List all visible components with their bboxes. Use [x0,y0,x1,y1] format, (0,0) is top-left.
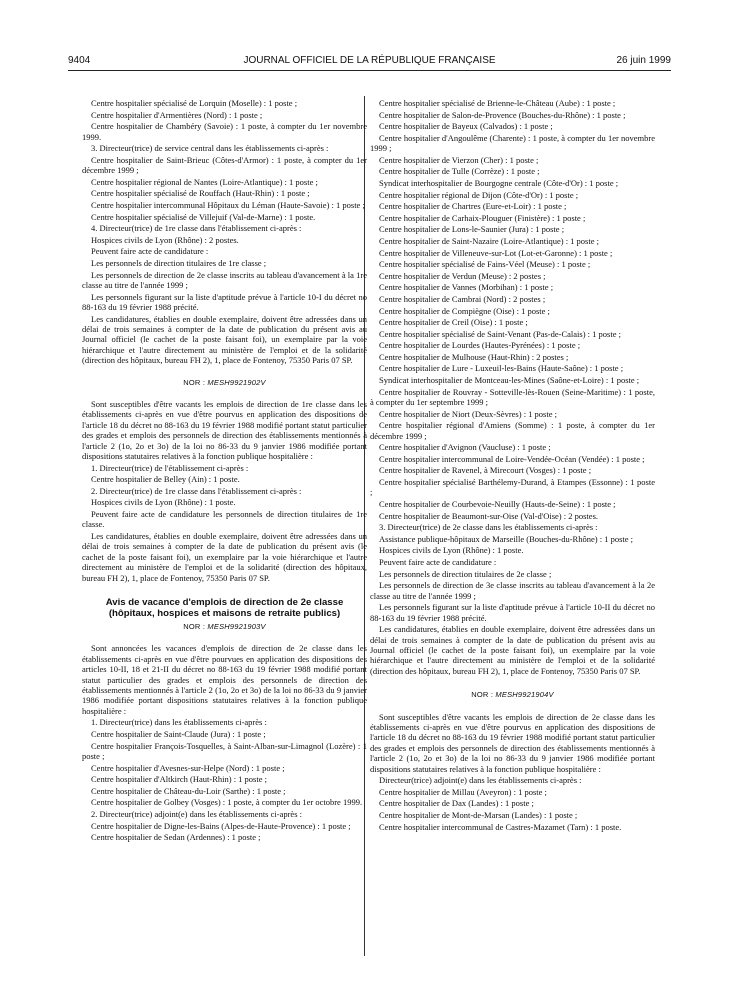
paragraph: Centre hospitalier spécialisé de Fains-Véel (Meuse) : 1 poste ; [379,259,591,270]
paragraph: Hospices civils de Lyon (Rhône) : 1 poste. [379,545,524,556]
paragraph: Les personnels de direction de 2e classe inscrits au tableau d'avancement à la 1re classe au titre de l'année 1999 ; [82,269,367,290]
page-number: 9404 [68,55,91,66]
header-rule [68,70,671,71]
paragraph: Centre hospitalier de Mulhouse (Haut-Rhin) : 2 postes ; [379,351,569,362]
right-block-1 [370,98,655,676]
paragraph: Les personnels de direction titulaires de 2e classe ; [379,568,552,579]
paragraph: Centre hospitalier de Château-du-Loir (Sarthe) : 1 poste ; [91,785,286,796]
paragraph: Centre hospitalier de Lure - Luxeuil-les-Bains (Haute-Saône) : 1 poste ; [379,363,624,374]
nor-label: NOR : [471,690,494,700]
paragraph: Centre hospitalier de Compiègne (Oise) : 1 poste ; [379,305,550,316]
right-block-2 [370,712,655,832]
nor-reference-3 [370,690,655,700]
paragraph: Peuvent faire acte de candidature : [379,557,497,567]
paragraph: Centre hospitalier de Creil (Oise) : 1 poste ; [379,317,528,328]
paragraph: Centre hospitalier régional de Dijon (Côte-d'Or) : 1 poste ; [379,189,579,200]
paragraph: Sont susceptibles d'être vacants les emplois de direction de 2e classe dans les établissements ci-après en vue d'être pourvus en application des dispositions de l'article 18 du décret no 88-163 du 19 février 1988 modifié portant statut particulier des grades et emplois des personnels de direction des établissements mentionnés à l'article 2 (1o, 2o et 3o) de la loi no 86-33 du 9 janvier 1986 modifiée portant dispositions statutaires relatives à la fonction publique hospitalière : [370,711,655,774]
paragraph: Centre hospitalier de Carhaix-Plouguer (Finistère) : 1 poste ; [379,212,586,223]
paragraph: Centre hospitalier de Dax (Landes) : 1 poste ; [379,798,534,809]
paragraph: Centre hospitalier de Saint-Brieuc (Côtes-d'Armor) : 1 poste, à compter du 1er décembre 1999 ; [82,154,367,176]
paragraph: Les candidatures, établies en double exemplaire, doivent être adressées dans un délai de trois semaines à compter de la date de publication du présent avis au Journal officiel (le cachet de la poste faisant foi), un exemplaire par la voie hiérarchique et l'autre directement au ministère de l'emploi et de la solidarité (direction des hôpitaux, bureau FH 2), 1, place de Fontenoy, 75350 Paris 07 SP. [370,624,655,676]
paragraph: Peuvent faire acte de candidature : [91,246,209,257]
nor-code: MESH9921904V [495,690,554,700]
paragraph: Centre hospitalier de Golbey (Vosges) : 1 poste, à compter du 1er octobre 1999. [91,797,363,808]
paragraph: Centre hospitalier de Millau (Aveyron) : 1 poste ; [379,786,547,797]
paragraph: Centre hospitalier spécialisé de Lorquin (Moselle) : 1 poste ; [91,98,298,108]
page-header [68,55,671,69]
paragraph: Les personnels de direction titulaires de 1re classe ; [91,257,267,268]
paragraph: Centre hospitalier de Verdun (Meuse) : 2 postes ; [379,270,546,281]
paragraph: Centre hospitalier de Chartres (Eure-et-Loir) : 1 poste ; [379,201,567,212]
paragraph: 3. Directeur(trice) de 2e classe dans les établissements ci-après : [379,522,598,533]
paragraph: Centre hospitalier de Vierzon (Cher) : 1 poste ; [379,154,539,165]
paragraph: Centre hospitalier de Tulle (Corrèze) : 1 poste ; [379,166,540,177]
nor-code: MESH9921903V [207,622,266,631]
paragraph: Centre hospitalier de Salon-de-Provence (Bouches-du-Rhône) : 1 poste ; [379,109,626,120]
paragraph: Centre hospitalier de Cambrai (Nord) : 2 postes ; [379,293,546,304]
journal-title: JOURNAL OFFICIEL DE LA RÉPUBLIQUE FRANÇAISE [243,55,496,66]
nor-reference-2 [82,622,367,632]
paragraph: Centre hospitalier régional de Nantes (Loire-Atlantique) : 1 poste ; [91,176,318,187]
paragraph: 3. Directeur(trice) de service central dans les établissements ci-après : [91,143,329,154]
nor-label: NOR : [183,622,206,631]
paragraph: Centre hospitalier de Lourdes (Hautes-Pyrénées) : 1 poste ; [379,340,581,351]
paragraph: 1. Directeur(trice) dans les établissements ci-après : [91,717,267,728]
paragraph: 4. Directeur(trice) de 1re classe dans l'établissement ci-après : [91,223,302,234]
paragraph: Syndicat interhospitalier de Montceau-les-Mines (Saône-et-Loire) : 1 poste ; [379,375,640,386]
paragraph: 2. Directeur(trice) adjoint(e) dans les établissements ci-après : [91,809,302,819]
left-block-3 [82,643,367,842]
paragraph: Centre hospitalier spécialisé Barthélemy-Durand, à Etampes (Essonne) : 1 poste ; [370,477,655,498]
issue-date: 26 juin 1999 [616,55,671,66]
left-block-2 [82,399,367,583]
paragraph: Centre hospitalier de Belley (Ain) : 1 poste. [91,474,240,485]
paragraph: Les candidatures, établies en double exemplaire, doivent être adressées dans un délai de trois semaines à compter de la date de publication du présent avis (le cachet de la poste faisant foi), un exemplaire par la voie hiérarchique et l'autre directement au ministère de l'emploi et de la solidarité (direction des hôpitaux, bureau FH 2), 1, place de Fontenoy, 75350 Paris 07 SP. [82,530,367,583]
paragraph: Sont annoncées les vacances d'emplois de direction de 2e classe dans les établissements ci-après en vue d'être pourvues en application des dispositions des articles 10-II, 18 et 21-II du décret no 88-163 du 19 février 1988 modifié portant statut particulier des grades et emplois des personnels de direction des établissements mentionnés à l'article 2 (1o, 2o et 3o) de la loi no 86-33 du 9 janvier 1986 modifiée portant dispositions statutaires relatives à la fonction publique hospitalière : [82,643,367,716]
left-column [82,98,367,844]
paragraph: Centre hospitalier intercommunal de Loire-Vendée-Océan (Vendée) : 1 poste ; [379,453,645,464]
paragraph: Centre hospitalier d'Avesnes-sur-Helpe (Nord) : 1 poste ; [91,762,285,773]
paragraph: 1. Directeur(trice) de l'établissement ci-après : [91,462,249,473]
paragraph: Centre hospitalier de Rouvray - Sotteville-lès-Rouen (Seine-Maritime) : 1 poste, à compter du 1er septembre 1999 ; [370,386,655,408]
avis-title: Avis de vacance d'emplois de direction de 2e classe (hôpitaux, hospices et maisons de retraite publics) [105,597,344,619]
paragraph: Centre hospitalier de Saint-Claude (Jura) : 1 poste ; [91,729,266,740]
paragraph: Centre hospitalier d'Armentières (Nord) : 1 poste ; [91,109,263,120]
paragraph: Centre hospitalier spécialisé de Brienne-le-Château (Aube) : 1 poste ; [379,98,616,108]
paragraph: Les personnels figurant sur la liste d'aptitude prévue à l'article 10-I du décret no 88-163 du 19 février 1988 précité. [82,291,367,312]
paragraph: Assistance publique-hôpitaux de Marseille (Bouches-du-Rhône) : 1 poste ; [379,533,633,544]
paragraph: Centre hospitalier de Digne-les-Bains (Alpes-de-Haute-Provence) : 1 poste ; [91,820,351,831]
paragraph: Peuvent faire acte de candidature les personnels de direction titulaires de 1re classe. [82,508,367,530]
paragraph: Centre hospitalier intercommunal Hôpitaux du Léman (Haute-Savoie) : 1 poste ; [91,199,365,210]
paragraph: Centre hospitalier de Courbevoie-Neuilly (Hauts-de-Seine) : 1 poste ; [379,499,616,510]
paragraph: Centre hospitalier d'Altkirch (Haut-Rhin) : 1 poste ; [91,774,267,785]
paragraph: Centre hospitalier de Ravenel, à Mirecourt (Vosges) : 1 poste ; [379,465,592,476]
paragraph: Centre hospitalier François-Tosquelles, à Saint-Alban-sur-Limagnol (Lozère) : 1 poste ; [82,740,367,762]
paragraph: Centre hospitalier de Chambéry (Savoie) : 1 poste, à compter du 1er novembre 1999. [82,121,367,142]
paragraph: Centre hospitalier de Vannes (Morbihan) : 1 poste ; [379,282,554,293]
nor-reference-1 [82,378,367,388]
nor-code: MESH9921902V [207,377,266,387]
paragraph: Centre hospitalier de Beaumont-sur-Oise (Val-d'Oise) : 2 postes. [379,510,599,521]
paragraph: Les personnels de direction de 3e classe inscrits au tableau d'avancement à la 2e classe au titre de l'année 1999 ; [370,580,655,601]
paragraph: Centre hospitalier de Villeneuve-sur-Lot (Lot-et-Garonne) : 1 poste ; [379,247,613,258]
paragraph: Les personnels figurant sur la liste d'aptitude prévue à l'article 10-II du décret no 88-163 du 19 février 1988 précité. [370,602,655,623]
paragraph: Les candidatures, établies en double exemplaire, doivent être adressées dans un délai de trois semaines à compter de la date de publication du présent avis au Journal officiel (le cachet de la poste faisant foi), un exemplaire par la voie hiérarchique et l'autre directement au ministère de l'emploi et de la solidarité (direction des hôpitaux, bureau FH 2), 1, place de Fontenoy, 75350 Paris 07 SP. [82,313,367,366]
paragraph: 2. Directeur(trice) de 1re classe dans l'établissement ci-après : [91,485,302,496]
nor-label: NOR : [183,377,206,387]
paragraph: Centre hospitalier de Niort (Deux-Sèvres) : 1 poste ; [379,408,557,419]
paragraph: Hospices civils de Lyon (Rhône) : 2 postes. [91,234,239,245]
paragraph: Centre hospitalier d'Avignon (Vaucluse) : 1 poste ; [379,442,551,453]
paragraph: Directeur(trice) adjoint(e) dans les établissements ci-après : [379,775,582,786]
paragraph: Sont susceptibles d'être vacants les emplois de direction de 1re classe dans les établissements ci-après en vue d'être pourvus en application des dispositions de l'article 18 du décret no 88-163 du 19 février 1988 modifié portant statut particulier des grades et emplois des personnels de direction des établissements mentionnés à l'article 2 (1o, 2o et 3o) de la loi no 86-33 du 9 janvier 1986 modifiée portant dispositions statutaires relatives à la fonction publique hospitalière : [82,398,367,461]
paragraph: Syndicat interhospitalier de Bourgogne centrale (Côte-d'Or) : 1 poste ; [379,177,619,188]
paragraph: Centre hospitalier intercommunal de Castres-Mazamet (Tarn) : 1 poste. [379,821,622,832]
right-column [370,98,655,833]
paragraph: Centre hospitalier spécialisé de Rouffach (Haut-Rhin) : 1 poste ; [91,188,310,199]
paragraph: Centre hospitalier de Bayeux (Calvados) : 1 poste ; [379,121,553,132]
paragraph: Centre hospitalier de Mont-de-Marsan (Landes) : 1 poste ; [379,810,578,821]
paragraph: Centre hospitalier d'Angoulême (Charente) : 1 poste, à compter du 1er novembre 1999 ; [370,132,655,154]
paragraph: Hospices civils de Lyon (Rhône) : 1 poste. [91,497,236,508]
paragraph: Centre hospitalier spécialisé de Saint-Venant (Pas-de-Calais) : 1 poste ; [379,328,621,339]
paragraph: Centre hospitalier spécialisé de Villejuif (Val-de-Marne) : 1 poste. [91,211,316,222]
paragraph: Centre hospitalier de Saint-Nazaire (Loire-Atlantique) : 1 poste ; [379,235,599,246]
paragraph: Centre hospitalier régional d'Amiens (Somme) : 1 poste, à compter du 1er décembre 1999 ; [370,420,655,441]
paragraph: Centre hospitalier de Sedan (Ardennes) : 1 poste ; [91,832,261,843]
left-block-1 [82,98,367,366]
paragraph: Centre hospitalier de Lons-le-Saunier (Jura) : 1 poste ; [379,224,565,235]
